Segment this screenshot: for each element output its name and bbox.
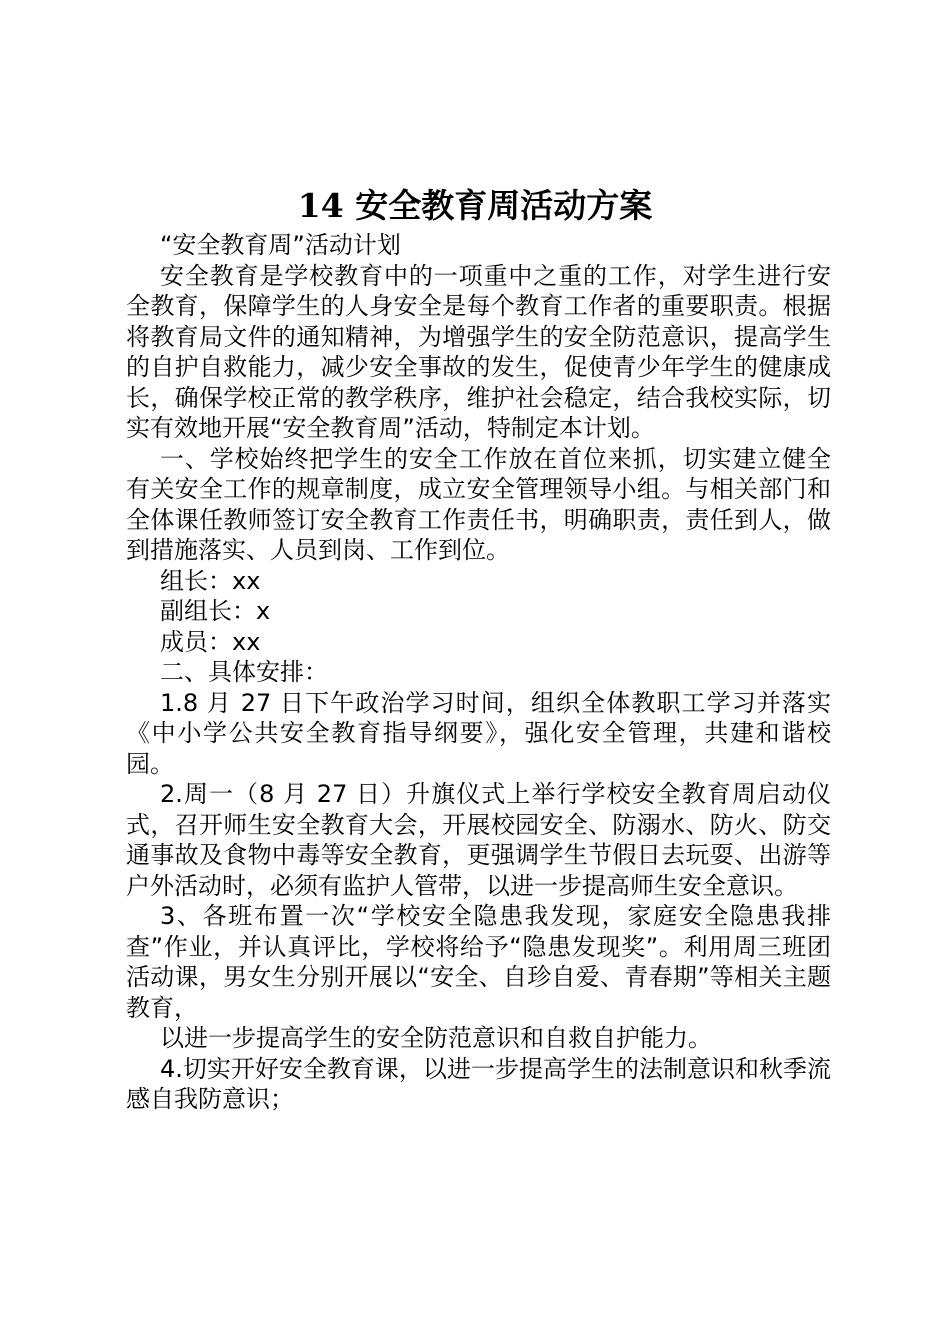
paragraph-item-3-continued: 以进一步提高学生的安全防范意识和自救自护能力。 — [160, 1024, 712, 1052]
paragraph-item-1: 1.8 月 27 日下午政治学习时间，组织全体教职工学习并落实《中小学公共安全教育指导纲要》，强化安全管理，共建和谐校园。 — [126, 688, 831, 778]
paragraph-plan-heading: “安全教育周”活动计划 — [160, 231, 401, 259]
paragraph-item-4: 4.切实开好安全教育课，以进一步提高学生的法制意识和秋季流感自我防意识； — [126, 1054, 831, 1113]
paragraph-leader: 组长：xx — [160, 566, 261, 595]
paragraph-section-one: 一、学校始终把学生的安全工作放在首位来抓，切实建立健全有关安全工作的规章制度，成立安全管理领导小组。与相关部门和全体课任教师签订安全教育工作责任书，明确职责，责任到人，做到措施落实、人员到岗、工作到位。 — [126, 444, 831, 564]
paragraph-intro: 安全教育是学校教育中的一项重中之重的工作，对学生进行安全教育，保障学生的人身安全是每个教育工作者的重要职责。根据将教育局文件的通知精神，为增强学生的安全防范意识，提高学生的自护自救能力，减少安全事故的发生，促使青少年学生的健康成长，确保学校正常的教学秩序，维护社会稳定，结合我校实际，切实有效地开展“安全教育周”活动，特制定本计划。 — [126, 261, 831, 442]
paragraph-section-two-heading: 二、具体安排： — [160, 658, 328, 686]
paragraph-members: 成员：xx — [160, 627, 261, 656]
paragraph-item-3: 3、各班布置一次“学校安全隐患我发现，家庭安全隐患我排查”作业，并认真评比，学校将给予“隐患发现奖”。利用周三班团活动课，男女生分别开展以“安全、自珍自爱、青春期”等相关主题教育， — [126, 902, 831, 1022]
paragraph-deputy-leader: 副组长：x — [160, 597, 271, 625]
paragraph-item-2: 2.周一（8 月 27 日）升旗仪式上举行学校安全教育周启动仪式，召开师生安全教育大会，开展校园安全、防溺水、防火、防交通事故及食物中毒等安全教育，更强调学生节假日去玩耍、出游等户外活动时，必须有监护人管带，以进一步提高师生安全意识。 — [126, 780, 831, 900]
document-body — [126, 230, 831, 1115]
document-title: 14 安全教育周活动方案 — [297, 186, 653, 225]
